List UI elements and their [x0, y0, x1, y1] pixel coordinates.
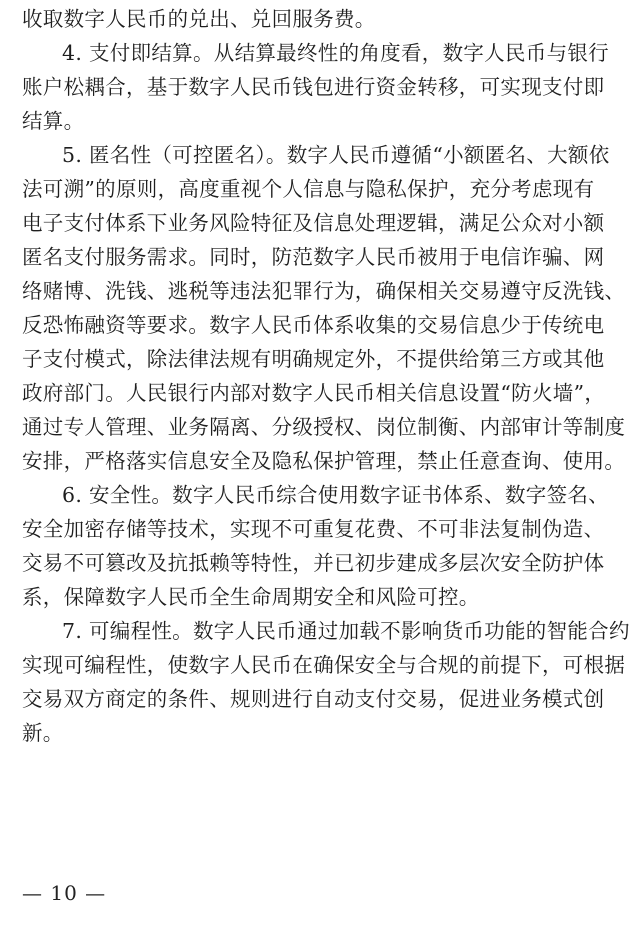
text-line: 子支付模式，除法律法规有明确规定外，不提供给第三方或其他	[22, 347, 605, 371]
paragraph-5-heading-line: 5. 匿名性（可控匿名）。数字人民币遵循“小额匿名、大额依	[62, 143, 610, 167]
text-line: 通过专人管理、业务隔离、分级授权、岗位制衡、内部审计等制度	[22, 415, 626, 439]
text-line: 实现可编程性，使数字人民币在确保安全与合规的前提下，可根据	[22, 653, 626, 677]
paragraph-6-heading-line: 6. 安全性。数字人民币综合使用数字证书体系、数字签名、	[62, 483, 609, 507]
paragraph-4-heading-line: 4. 支付即结算。从结算最终性的角度看，数字人民币与银行	[62, 41, 609, 65]
text-line: 账户松耦合，基于数字人民币钱包进行资金转移，可实现支付即	[22, 75, 605, 99]
text-line: 交易双方商定的条件、规则进行自动支付交易，促进业务模式创	[22, 687, 605, 711]
page-number: — 10 —	[22, 881, 107, 905]
text-line: 法可溯”的原则，高度重视个人信息与隐私保护，充分考虑现有	[22, 177, 595, 201]
text-line: 新。	[22, 721, 64, 745]
text-line: 结算。	[22, 109, 85, 133]
text-line: 收取数字人民币的兑出、兑回服务费。	[22, 7, 376, 31]
paragraph-7-heading-line: 7. 可编程性。数字人民币通过加载不影响货币功能的智能合约	[62, 619, 630, 643]
text-line: 反恐怖融资等要求。数字人民币体系收集的交易信息少于传统电	[22, 313, 605, 337]
text-line: 安全加密存储等技术，实现不可重复花费、不可非法复制伪造、	[22, 517, 605, 541]
text-line: 交易不可篡改及抗抵赖等特性，并已初步建成多层次安全防护体	[22, 551, 605, 575]
text-line: 络赌博、洗钱、逃税等违法犯罪行为，确保相关交易遵守反洗钱、	[22, 279, 626, 303]
text-line: 政府部门。人民银行内部对数字人民币相关信息设置“防火墙”，	[22, 381, 606, 405]
text-line: 电子支付体系下业务风险特征及信息处理逻辑，满足公众对小额	[22, 211, 605, 235]
text-line: 匿名支付服务需求。同时，防范数字人民币被用于电信诈骗、网	[22, 245, 605, 269]
text-line: 安排，严格落实信息安全及隐私保护管理，禁止任意查询、使用。	[22, 449, 626, 473]
text-line: 系，保障数字人民币全生命周期安全和风险可控。	[22, 585, 480, 609]
